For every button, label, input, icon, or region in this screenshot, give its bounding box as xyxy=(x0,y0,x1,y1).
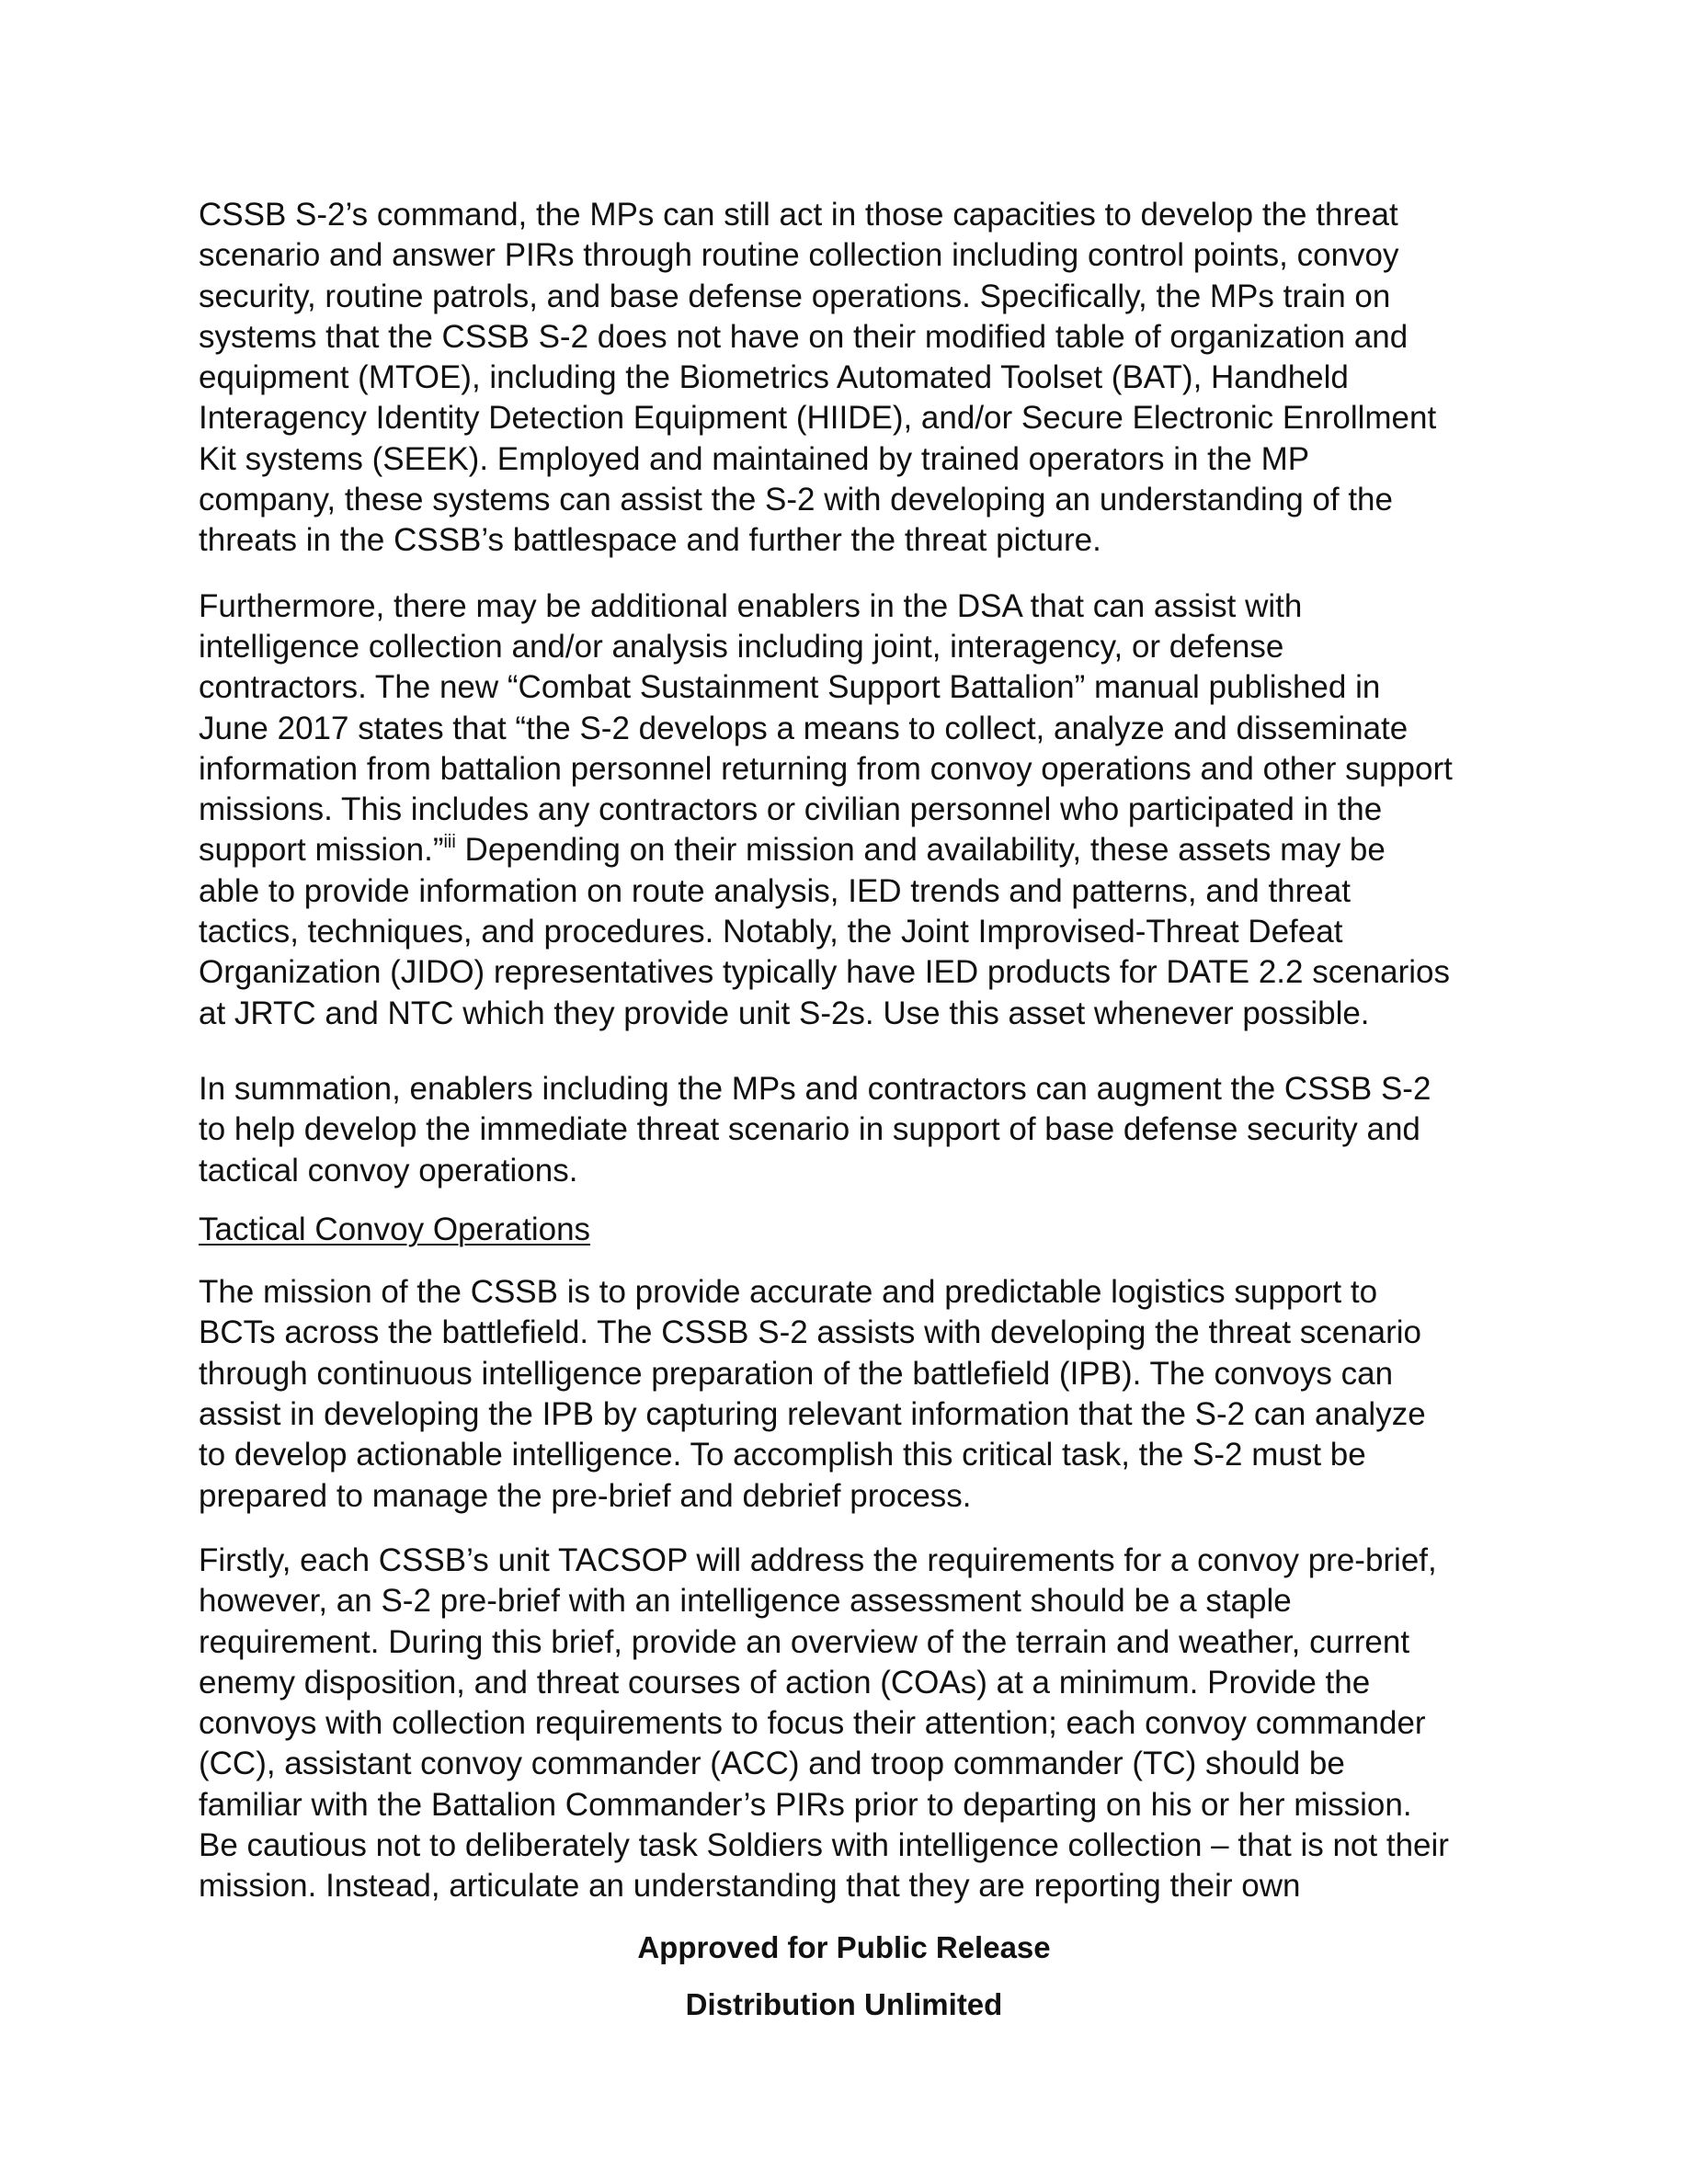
paragraph-additional-enablers xyxy=(199,586,1504,1034)
text-line: June 2017 states that “the S-2 develops a means to collect, analyze and disseminate xyxy=(199,710,1409,746)
text-line: to help develop the immediate threat scenario in support of base defense security and xyxy=(199,1111,1420,1148)
text-line: missions. This includes any contractors or civilian personnel who participated in the xyxy=(199,791,1383,828)
text-line: able to provide information on route analysis, IED trends and patterns, and threat xyxy=(199,872,1351,909)
text-line: mission. Instead, articulate an understanding that they are reporting their own xyxy=(199,1868,1301,1905)
text-line: tactical convoy operations. xyxy=(199,1152,578,1189)
text-line: Furthermore, there may be additional enablers in the DSA that can assist with xyxy=(199,587,1303,624)
text-line: Interagency Identity Detection Equipment (HIIDE), and/or Secure Electronic Enrollment xyxy=(199,400,1437,437)
text-line-with-endnote xyxy=(199,830,1504,870)
text-line: tactics, techniques, and procedures. Notably, the Joint Improvised-Threat Defeat xyxy=(199,914,1343,950)
text-line: at JRTC and NTC which they provide unit S-2s. Use this asset whenever possible. xyxy=(199,995,1370,1031)
text-line: familiar with the Battalion Commander’s PIRs prior to departing on his or her mission. xyxy=(199,1786,1412,1823)
text-line: information from battalion personnel returning from convoy operations and other support xyxy=(199,750,1453,787)
text-line: Firstly, each CSSB’s unit TACSOP will address the requirements for a convoy pre-brief, xyxy=(199,1541,1437,1578)
text-line: scenario and answer PIRs through routine collection including control points, convoy xyxy=(199,237,1399,274)
text-line: prepared to manage the pre-brief and debrief process. xyxy=(199,1477,972,1514)
text-line: enemy disposition, and threat courses of action (COAs) at a minimum. Provide the xyxy=(199,1664,1371,1701)
text-line: BCTs across the battlefield. The CSSB S-2 assists with developing the threat scenario xyxy=(199,1314,1422,1351)
section-heading xyxy=(199,1210,1504,1250)
paragraph-pre-brief xyxy=(199,1541,1504,1907)
text-line: The mission of the CSSB is to provide accurate and predictable logistics support to xyxy=(199,1274,1378,1311)
endnote-line-start: support mission.” xyxy=(199,832,444,869)
text-line: security, routine patrols, and base defense operations. Specifically, the MPs train on xyxy=(199,278,1391,314)
text-line: (CC), assistant convoy commander (ACC) and troop commander (TC) should be xyxy=(199,1746,1345,1782)
text-line: through continuous intelligence preparation of the battlefield (IPB). The convoys can xyxy=(199,1355,1394,1392)
text-line: contractors. The new “Combat Sustainment Support Battalion” manual published in xyxy=(199,669,1381,706)
document-body xyxy=(199,195,1504,1907)
distribution-statement: Distribution Unlimited xyxy=(685,1987,1003,2021)
text-line: CSSB S-2’s command, the MPs can still act in those capacities to develop the threat xyxy=(199,197,1398,233)
text-line: threats in the CSSB’s battlespace and further the threat picture. xyxy=(199,522,1101,559)
text-line: company, these systems can assist the S-2 with developing an understanding of the xyxy=(199,482,1393,518)
text-line: however, an S-2 pre-brief with an intelligence assessment should be a staple xyxy=(199,1583,1292,1620)
text-line: requirement. During this brief, provide an overview of the terrain and weather, current xyxy=(199,1623,1410,1660)
text-line: equipment (MTOE), including the Biometrics Automated Toolset (BAT), Handheld xyxy=(199,359,1349,396)
text-line: assist in developing the IPB by capturing relevant information that the S-2 can analyze xyxy=(199,1396,1426,1433)
paragraph-cssb-mission xyxy=(199,1272,1504,1517)
section-heading-text: Tactical Convoy Operations xyxy=(199,1211,591,1247)
text-line: In summation, enablers including the MPs and contractors can augment the CSSB S-2 xyxy=(199,1070,1431,1107)
text-line: Organization (JIDO) representatives typically have IED products for DATE 2.2 scenarios xyxy=(199,954,1451,991)
paragraph-mp-enablers xyxy=(199,195,1504,562)
text-line: Kit systems (SEEK). Employed and maintained by trained operators in the MP xyxy=(199,440,1310,477)
paragraph-summation xyxy=(199,1069,1504,1191)
text-line: Be cautious not to deliberately task Soldiers with intelligence collection – that is not their xyxy=(199,1826,1449,1863)
endnote-line-end: Depending on their mission and availability, these assets may be xyxy=(455,832,1386,869)
endnote-marker: iii xyxy=(443,832,456,853)
release-statement: Approved for Public Release xyxy=(637,1930,1051,1964)
text-line: systems that the CSSB S-2 does not have on their modified table of organization and xyxy=(199,318,1409,355)
text-line: convoys with collection requirements to focus their attention; each convoy commander xyxy=(199,1705,1426,1742)
text-line: to develop actionable intelligence. To accomplish this critical task, the S-2 must be xyxy=(199,1437,1366,1473)
text-line: intelligence collection and/or analysis including joint, interagency, or defense xyxy=(199,628,1284,665)
